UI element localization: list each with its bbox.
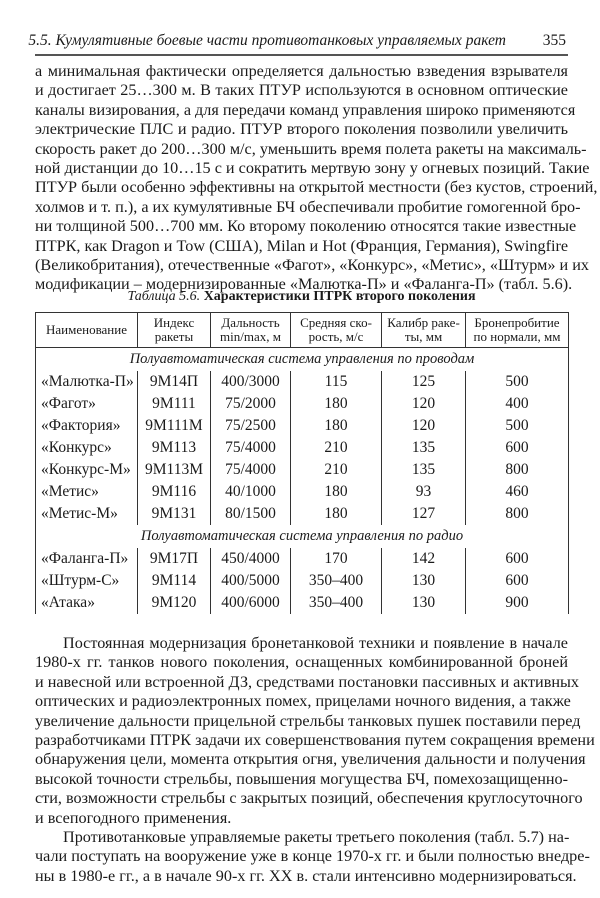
table-cell: 125 [382,371,466,393]
column-header [466,313,569,348]
table-cell: 500 [466,371,569,393]
column-header-line: Наименование [46,321,127,337]
text-line: (Великобритания), отечественные «Фагот», «Конкурс», «Метис», «Штурм» и их [35,255,589,274]
paragraph-2 [35,634,595,886]
text-line: и достигает 25…300 м. В таких ПТУР используются в основном оптические [35,81,568,100]
table-cell: 130 [382,570,466,592]
table-cell: 115 [291,371,382,393]
table-cell: 9М114 [138,570,211,592]
table-cell: 130 [382,592,466,614]
table-cell: 400/3000 [211,371,291,393]
text-line: ны в 1980-е гг., а в начале 90-х гг. XX в. стали интенсивно модернизироваться. [35,866,577,885]
table-cell: 9М17П [138,548,211,570]
table-row [36,459,569,481]
table-row [36,592,569,614]
table-row [36,503,569,525]
table-cell: 180 [291,481,382,503]
table-cell: 460 [466,481,569,503]
text-line: модификации – модернизированные «Малютка-П» и «Фаланга-П» (табл. 5.6). [35,275,573,294]
table-cell: 800 [466,503,569,525]
running-title: 5.5. Кумулятивные боевые части противотанковых управляемых ракет [28,32,506,49]
table-row [36,371,569,393]
table-cell: «Фактория» [36,415,138,437]
table-cell: 210 [291,459,382,481]
table-cell: 75/2000 [211,393,291,415]
text-line: оптических и радиоэлектронных помех, прицелами ночного видения, а также [35,692,571,711]
column-header-line: Индекс [153,314,195,330]
table-cell: 400/6000 [211,592,291,614]
text-line: чали поступать на вооружение уже в конце 1970-х гг. и были полностью внедре- [35,847,590,866]
table-cell: 75/4000 [211,437,291,459]
table-cell: «Метис-М» [36,503,138,525]
text-line: и навесной или встроенной ДЗ, средствами постановки пассивных и активных [35,672,579,691]
page-number: 355 [542,32,566,49]
column-header-line: min/max, м [220,329,281,344]
table-cell: 180 [291,503,382,525]
table-cell: 350–400 [291,592,382,614]
table-cell: «Фагот» [36,393,138,415]
section-title: Полуавтоматическая система управления по радио [36,525,569,548]
running-header [28,30,568,56]
table-caption [35,287,568,307]
column-header-line: Дальность [221,314,280,330]
table-cell: 9М113 [138,437,211,459]
table-cell: 142 [382,548,466,570]
column-header-line: по нормали, мм [473,329,561,344]
text-line: обнаружения цели, момента открытия огня, увеличения дальности и получения [35,750,586,769]
text-line: высокой точности стрельбы, повышения могущества БЧ, помехозащищенно- [35,769,568,788]
text-line: электрические ПЛС и радио. ПТУР второго поколения позволили увеличить [35,120,568,139]
section-row [36,348,569,372]
column-header [291,313,382,348]
column-header [382,313,466,348]
table-cell: 93 [382,481,466,503]
text-line: а минимальная фактически определяется дальностью взведения взрывателя [35,62,568,80]
table-row [36,570,569,592]
text-line: Противотанковые управляемые ракеты третьего поколения (табл. 5.7) на- [63,827,570,846]
text-line: ПТУР были особенно эффективны на открытой местности (без кустов, строений, [35,178,598,197]
table-cell: 900 [466,592,569,614]
text-line: ПТРК, как Dragon и Tow (США), Milan и Hot (Франция, Германия), Swingfire [35,236,569,255]
text-line: и всепогодного применения. [35,808,232,827]
text-line: ной дистанции до 10…15 с и сократить мертвую зону у огневых позиций. Такие [35,158,590,177]
text-line: сти, возможности стрельбы с закрытых позиций, обеспечения круглосуточного [35,789,583,808]
table-caption-title: Характеристики ПТРК второго поколения [203,289,476,304]
table-cell: «Конкурс» [36,437,138,459]
column-header-line: Средняя ско- [300,314,372,330]
column-header-line: Калибр раке- [387,314,460,330]
table-cell: 80/1500 [211,503,291,525]
table-cell: 800 [466,459,569,481]
table-cell: 9М113М [138,459,211,481]
table-row [36,415,569,437]
table-cell: 400/5000 [211,570,291,592]
table-cell: 600 [466,570,569,592]
table-cell: 600 [466,437,569,459]
table-cell: 135 [382,437,466,459]
table-cell: 9М111М [138,415,211,437]
column-header [138,313,211,348]
paragraph-1 [35,62,598,295]
table-header-row [36,313,569,348]
text-line: ни толщиной 500…700 мм. Ко второму поколению относятся такие известные [35,217,577,236]
table-row [36,481,569,503]
table-cell: 210 [291,437,382,459]
table-cell: 75/4000 [211,459,291,481]
table-cell: «Фаланга-П» [36,548,138,570]
table-cell: 180 [291,415,382,437]
column-header-line: Бронепробитие [474,314,560,330]
column-header-line: ракеты [154,329,194,344]
table-cell: 500 [466,415,569,437]
table-cell: 350–400 [291,570,382,592]
table-cell: 75/2500 [211,415,291,437]
table-cell: 9М131 [138,503,211,525]
table-cell: 9М111 [138,393,211,415]
table-cell: 180 [291,393,382,415]
text-line: скорость ракет до 200…300 м/с, уменьшить время полета ракеты на максималь- [35,139,587,158]
table-cell: 135 [382,459,466,481]
table-cell: 450/4000 [211,548,291,570]
table-cell: «Конкурс-М» [36,459,138,481]
text-line: 1980-х гг. танков нового поколения, оснащенных комбинированной броней [35,653,568,672]
text-line: разработчиками ПТРК задачи их совершенствования путем сокращения времени [35,730,595,749]
atgm-table [35,312,569,614]
section-row [36,525,569,548]
table-cell: «Метис» [36,481,138,503]
column-header-line: рость, м/с [308,329,364,344]
table-cell: «Штурм-С» [36,570,138,592]
table-cell: 400 [466,393,569,415]
table-cell: 600 [466,548,569,570]
table-cell: «Атака» [36,592,138,614]
table-cell: «Малютка-П» [36,371,138,393]
table-cell: 120 [382,393,466,415]
table-cell: 40/1000 [211,481,291,503]
table-cell: 9М120 [138,592,211,614]
table-row [36,393,569,415]
table-cell: 170 [291,548,382,570]
text-line: увеличение дальности прицельной стрельбы танковых пушек поставили перед [35,711,581,730]
section-title: Полуавтоматическая система управления по проводам [36,348,569,372]
column-header [211,313,291,348]
table-cell: 9М14П [138,371,211,393]
column-header-line: ты, мм [404,329,443,344]
table-cell: 120 [382,415,466,437]
text-line: холмов и т. п.), а их кумулятивные БЧ обеспечивали пробитие гомогенной бро- [35,197,581,216]
table-cell: 9М116 [138,481,211,503]
table-row [36,548,569,570]
table-row [36,437,569,459]
text-line: каналы визирования, а для передачи команд управления широко применяются [35,100,576,119]
column-header [36,313,138,348]
table-cell: 127 [382,503,466,525]
text-line: Постоянная модернизация бронетанковой техники и появление в начале [63,634,568,652]
table-caption-label: Таблица 5.6. [127,289,201,304]
